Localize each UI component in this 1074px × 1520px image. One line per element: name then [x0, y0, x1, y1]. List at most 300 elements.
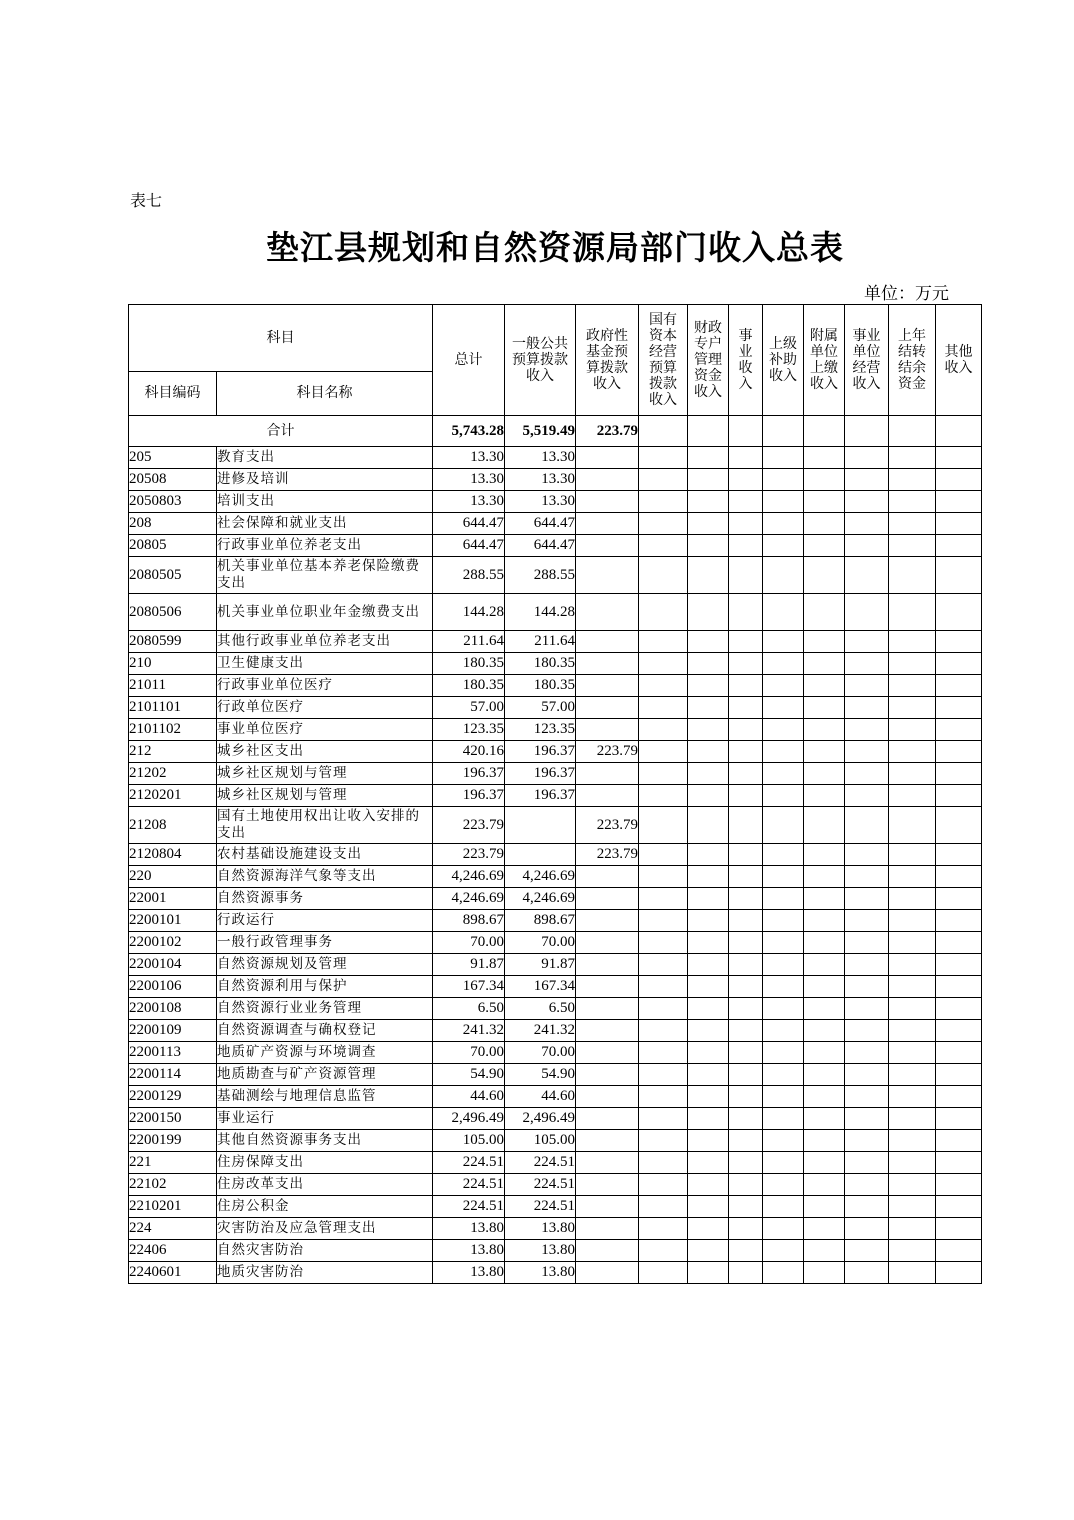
table-row [129, 888, 982, 910]
empty-cell [763, 976, 804, 998]
amount-gov-fund [576, 785, 639, 807]
subject-name: 城乡社区支出 [217, 741, 433, 763]
amount-general-budget [505, 807, 576, 844]
amount-total: 223.79 [433, 844, 505, 866]
empty-cell [804, 1108, 845, 1130]
empty-cell [889, 513, 936, 535]
subject-code: 2210201 [129, 1196, 217, 1218]
subject-code: 20508 [129, 469, 217, 491]
amount-general-budget: 54.90 [505, 1064, 576, 1086]
header-subject: 科目 [129, 305, 433, 372]
empty-cell [763, 675, 804, 697]
empty-cell [804, 513, 845, 535]
amount-general-budget: 4,246.69 [505, 866, 576, 888]
empty-cell [763, 557, 804, 594]
empty-cell [729, 491, 763, 513]
empty-cell [845, 1152, 889, 1174]
empty-cell [889, 785, 936, 807]
empty-cell [763, 1130, 804, 1152]
table-row [129, 1064, 982, 1086]
empty-cell [688, 1020, 729, 1042]
subject-code: 205 [129, 447, 217, 469]
empty-cell [889, 954, 936, 976]
empty-cell [804, 932, 845, 954]
empty-cell [804, 447, 845, 469]
amount-general-budget: 144.28 [505, 594, 576, 631]
empty-cell [889, 807, 936, 844]
empty-cell [804, 1240, 845, 1262]
amount-gov-fund [576, 1262, 639, 1284]
empty-cell [804, 976, 845, 998]
amount-general-budget: 196.37 [505, 741, 576, 763]
empty-cell [845, 557, 889, 594]
empty-cell [889, 1218, 936, 1240]
empty-cell [804, 998, 845, 1020]
empty-cell [639, 719, 688, 741]
subject-code: 221 [129, 1152, 217, 1174]
subject-name: 社会保障和就业支出 [217, 513, 433, 535]
empty-cell [889, 1130, 936, 1152]
empty-cell [639, 513, 688, 535]
subject-code: 210 [129, 653, 217, 675]
empty-cell [845, 513, 889, 535]
table-row [129, 998, 982, 1020]
empty-cell [763, 513, 804, 535]
empty-cell [688, 741, 729, 763]
empty-cell [845, 697, 889, 719]
amount-total: 211.64 [433, 631, 505, 653]
empty-cell [889, 675, 936, 697]
amount-total: 13.30 [433, 469, 505, 491]
empty-cell [845, 535, 889, 557]
empty-cell [729, 719, 763, 741]
empty-cell [729, 1262, 763, 1284]
amount-general-budget: 196.37 [505, 763, 576, 785]
empty-cell [936, 1064, 982, 1086]
subject-name: 住房公积金 [217, 1196, 433, 1218]
subject-code: 220 [129, 866, 217, 888]
amount-gov-fund: 223.79 [576, 844, 639, 866]
empty-cell [804, 844, 845, 866]
subject-name: 教育支出 [217, 447, 433, 469]
amount-total: 644.47 [433, 513, 505, 535]
empty-cell [729, 513, 763, 535]
empty-cell [804, 1262, 845, 1284]
amount-gov-fund [576, 1042, 639, 1064]
amount-general-budget: 898.67 [505, 910, 576, 932]
amount-general-budget: 644.47 [505, 513, 576, 535]
empty-cell [889, 469, 936, 491]
empty-cell [804, 697, 845, 719]
amount-total: 180.35 [433, 653, 505, 675]
empty-cell [845, 1108, 889, 1130]
amount-gov-fund: 223.79 [576, 807, 639, 844]
empty-cell [763, 1218, 804, 1240]
header-gov-fund: 政府性 基金预 算拨款 收入 [576, 305, 639, 416]
empty-cell [804, 888, 845, 910]
subject-name: 地质矿产资源与环境调查 [217, 1042, 433, 1064]
empty-cell [889, 1064, 936, 1086]
amount-total: 2,496.49 [433, 1108, 505, 1130]
empty-cell [763, 998, 804, 1020]
empty-cell [729, 535, 763, 557]
amount-general-budget: 224.51 [505, 1174, 576, 1196]
empty-cell [688, 1152, 729, 1174]
amount-total: 70.00 [433, 1042, 505, 1064]
empty-cell [688, 910, 729, 932]
empty-cell [936, 807, 982, 844]
empty-cell [688, 1174, 729, 1196]
empty-cell [804, 1218, 845, 1240]
empty-cell [804, 1196, 845, 1218]
empty-cell [639, 888, 688, 910]
empty-cell [936, 469, 982, 491]
empty-cell [729, 1020, 763, 1042]
empty-cell [639, 557, 688, 594]
empty-cell [639, 1064, 688, 1086]
empty-cell [889, 910, 936, 932]
empty-cell [889, 1086, 936, 1108]
empty-cell [688, 763, 729, 785]
empty-cell [845, 1042, 889, 1064]
empty-cell [639, 491, 688, 513]
empty-cell [763, 594, 804, 631]
amount-general-budget: 13.80 [505, 1218, 576, 1240]
empty-cell [729, 447, 763, 469]
empty-cell [845, 631, 889, 653]
subject-code: 2080506 [129, 594, 217, 631]
amount-gov-fund: 223.79 [576, 741, 639, 763]
empty-cell [639, 976, 688, 998]
table-row [129, 469, 982, 491]
subject-name: 基础测绘与地理信息监管 [217, 1086, 433, 1108]
empty-cell [889, 844, 936, 866]
amount-gov-fund [576, 976, 639, 998]
amount-general-budget: 13.80 [505, 1262, 576, 1284]
table-row [129, 697, 982, 719]
header-affiliated-income: 附属 单位 上缴 收入 [804, 305, 845, 416]
amount-gov-fund [576, 447, 639, 469]
empty-cell [804, 866, 845, 888]
empty-cell [688, 976, 729, 998]
subject-name: 一般行政管理事务 [217, 932, 433, 954]
empty-cell [688, 1064, 729, 1086]
empty-cell [688, 954, 729, 976]
empty-cell [889, 998, 936, 1020]
empty-cell [845, 1064, 889, 1086]
empty-cell [936, 1262, 982, 1284]
empty-cell [936, 910, 982, 932]
empty-cell [936, 491, 982, 513]
empty-cell [936, 844, 982, 866]
subject-name: 其他自然资源事务支出 [217, 1130, 433, 1152]
table-row [129, 807, 982, 844]
empty-cell [804, 1042, 845, 1064]
amount-general-budget: 180.35 [505, 653, 576, 675]
amount-gov-fund [576, 594, 639, 631]
amount-gov-fund [576, 469, 639, 491]
amount-general-budget [505, 844, 576, 866]
empty-cell [804, 1086, 845, 1108]
empty-cell [639, 785, 688, 807]
empty-cell [845, 866, 889, 888]
empty-cell [845, 1130, 889, 1152]
table-row [129, 1042, 982, 1064]
empty-cell [688, 631, 729, 653]
subject-name: 进修及培训 [217, 469, 433, 491]
empty-cell [688, 697, 729, 719]
empty-cell [688, 998, 729, 1020]
empty-cell [936, 1218, 982, 1240]
empty-cell [763, 1064, 804, 1086]
amount-general-budget: 196.37 [505, 785, 576, 807]
empty-cell [936, 1020, 982, 1042]
table-row [129, 631, 982, 653]
empty-cell [729, 1086, 763, 1108]
amount-gov-fund [576, 491, 639, 513]
amount-general-budget: 91.87 [505, 954, 576, 976]
empty-cell [936, 1196, 982, 1218]
table-row [129, 844, 982, 866]
subject-name: 行政运行 [217, 910, 433, 932]
empty-cell [688, 535, 729, 557]
amount-general-budget: 241.32 [505, 1020, 576, 1042]
amount-gov-fund [576, 1130, 639, 1152]
subject-name: 行政事业单位医疗 [217, 675, 433, 697]
table-row [129, 954, 982, 976]
empty-cell [729, 1196, 763, 1218]
empty-cell [729, 976, 763, 998]
empty-cell [763, 888, 804, 910]
empty-cell [889, 491, 936, 513]
amount-general-budget: 13.30 [505, 491, 576, 513]
empty-cell [688, 1262, 729, 1284]
empty-cell [763, 1174, 804, 1196]
empty-cell [804, 653, 845, 675]
empty-cell [845, 998, 889, 1020]
empty-cell [936, 653, 982, 675]
subject-code: 21202 [129, 763, 217, 785]
amount-general-budget: 70.00 [505, 1042, 576, 1064]
amount-gov-fund [576, 1174, 639, 1196]
empty-cell [889, 653, 936, 675]
subject-name: 灾害防治及应急管理支出 [217, 1218, 433, 1240]
empty-cell [845, 491, 889, 513]
empty-cell [729, 469, 763, 491]
subject-code: 2200199 [129, 1130, 217, 1152]
empty-cell [639, 1174, 688, 1196]
empty-cell [889, 1262, 936, 1284]
amount-general-budget: 180.35 [505, 675, 576, 697]
empty-cell [804, 491, 845, 513]
header-code: 科目编码 [129, 372, 217, 416]
subject-name: 机关事业单位职业年金缴费支出 [217, 594, 433, 631]
amount-total: 13.80 [433, 1262, 505, 1284]
empty-cell [804, 594, 845, 631]
total-gov-fund: 223.79 [576, 416, 639, 447]
empty-cell [639, 1108, 688, 1130]
total-amount: 5,743.28 [433, 416, 505, 447]
empty-cell [729, 1174, 763, 1196]
empty-cell [804, 675, 845, 697]
empty-cell [804, 1020, 845, 1042]
empty-cell [936, 785, 982, 807]
table-row [129, 976, 982, 998]
empty-cell [688, 675, 729, 697]
empty-cell [729, 998, 763, 1020]
amount-general-budget: 13.80 [505, 1240, 576, 1262]
empty-cell [889, 719, 936, 741]
empty-cell [936, 998, 982, 1020]
empty-cell [936, 1086, 982, 1108]
empty-cell [804, 954, 845, 976]
empty-cell [688, 807, 729, 844]
empty-cell [804, 910, 845, 932]
amount-gov-fund [576, 888, 639, 910]
empty-cell [936, 513, 982, 535]
empty-cell [763, 447, 804, 469]
empty-cell [845, 447, 889, 469]
empty-cell [889, 763, 936, 785]
table-row [129, 763, 982, 785]
empty-cell [639, 910, 688, 932]
amount-total: 57.00 [433, 697, 505, 719]
empty-cell [845, 741, 889, 763]
subject-name: 住房保障支出 [217, 1152, 433, 1174]
table-row [129, 1130, 982, 1152]
empty-cell [688, 469, 729, 491]
empty-cell [804, 469, 845, 491]
subject-code: 2200101 [129, 910, 217, 932]
table-row [129, 1020, 982, 1042]
empty-cell [729, 866, 763, 888]
amount-total: 13.30 [433, 447, 505, 469]
empty-cell [845, 1086, 889, 1108]
subject-name: 事业单位医疗 [217, 719, 433, 741]
subject-name: 地质勘查与矿产资源管理 [217, 1064, 433, 1086]
amount-general-budget: 288.55 [505, 557, 576, 594]
table-row [129, 653, 982, 675]
empty-cell [936, 594, 982, 631]
empty-cell [845, 807, 889, 844]
table-row [129, 675, 982, 697]
amount-general-budget: 2,496.49 [505, 1108, 576, 1130]
empty-cell [729, 557, 763, 594]
empty-cell [804, 1174, 845, 1196]
empty-cell [845, 1240, 889, 1262]
empty-cell [763, 785, 804, 807]
empty-cell [936, 1240, 982, 1262]
empty-cell [688, 491, 729, 513]
amount-general-budget: 224.51 [505, 1152, 576, 1174]
empty-cell [889, 866, 936, 888]
amount-gov-fund [576, 513, 639, 535]
subject-code: 2200108 [129, 998, 217, 1020]
empty-cell [763, 469, 804, 491]
empty-cell [639, 697, 688, 719]
empty-cell [763, 741, 804, 763]
subject-code: 2120201 [129, 785, 217, 807]
subject-name: 农村基础设施建设支出 [217, 844, 433, 866]
table-row [129, 1108, 982, 1130]
empty-cell [729, 1108, 763, 1130]
empty-cell [639, 932, 688, 954]
amount-gov-fund [576, 1152, 639, 1174]
empty-cell [729, 1218, 763, 1240]
empty-cell [936, 1042, 982, 1064]
empty-cell [763, 1240, 804, 1262]
empty-cell [845, 888, 889, 910]
table-row [129, 1086, 982, 1108]
amount-total: 70.00 [433, 932, 505, 954]
subject-name: 自然资源规划及管理 [217, 954, 433, 976]
table-row [129, 1152, 982, 1174]
subject-code: 22102 [129, 1174, 217, 1196]
subject-code: 22406 [129, 1240, 217, 1262]
subject-code: 21011 [129, 675, 217, 697]
table-row [129, 741, 982, 763]
empty-cell [804, 741, 845, 763]
empty-cell [688, 1240, 729, 1262]
amount-general-budget: 6.50 [505, 998, 576, 1020]
empty-cell [729, 1152, 763, 1174]
empty-cell [729, 1042, 763, 1064]
subject-name: 自然资源利用与保护 [217, 976, 433, 998]
empty-cell [639, 1196, 688, 1218]
empty-cell [804, 1130, 845, 1152]
empty-cell [763, 1196, 804, 1218]
empty-cell [845, 844, 889, 866]
empty-cell [936, 697, 982, 719]
subject-name: 自然资源海洋气象等支出 [217, 866, 433, 888]
amount-gov-fund [576, 763, 639, 785]
empty-cell [688, 447, 729, 469]
subject-name: 事业运行 [217, 1108, 433, 1130]
amount-total: 420.16 [433, 741, 505, 763]
empty-cell [889, 1240, 936, 1262]
amount-gov-fund [576, 998, 639, 1020]
empty-cell [889, 631, 936, 653]
header-general-budget: 一般公共 预算拨款 收入 [505, 305, 576, 416]
empty-cell [845, 719, 889, 741]
empty-cell [889, 741, 936, 763]
empty-cell [639, 1218, 688, 1240]
unit-label: 单位：万元 [864, 284, 949, 304]
empty-cell [639, 1042, 688, 1064]
amount-gov-fund [576, 719, 639, 741]
empty-cell [889, 1152, 936, 1174]
amount-gov-fund [576, 535, 639, 557]
amount-general-budget: 13.30 [505, 469, 576, 491]
empty-cell [729, 763, 763, 785]
table-row [129, 447, 982, 469]
empty-cell [639, 1262, 688, 1284]
empty-cell [845, 1174, 889, 1196]
table-row [129, 1174, 982, 1196]
amount-general-budget: 105.00 [505, 1130, 576, 1152]
amount-total: 288.55 [433, 557, 505, 594]
empty-cell [763, 1262, 804, 1284]
amount-general-budget: 57.00 [505, 697, 576, 719]
amount-total: 224.51 [433, 1196, 505, 1218]
empty-cell [639, 631, 688, 653]
amount-total: 224.51 [433, 1174, 505, 1196]
amount-total: 241.32 [433, 1020, 505, 1042]
subject-code: 22001 [129, 888, 217, 910]
empty-cell [889, 976, 936, 998]
header-special-account: 财政 专户 管理 资金 收入 [688, 305, 729, 416]
subject-name: 培训支出 [217, 491, 433, 513]
